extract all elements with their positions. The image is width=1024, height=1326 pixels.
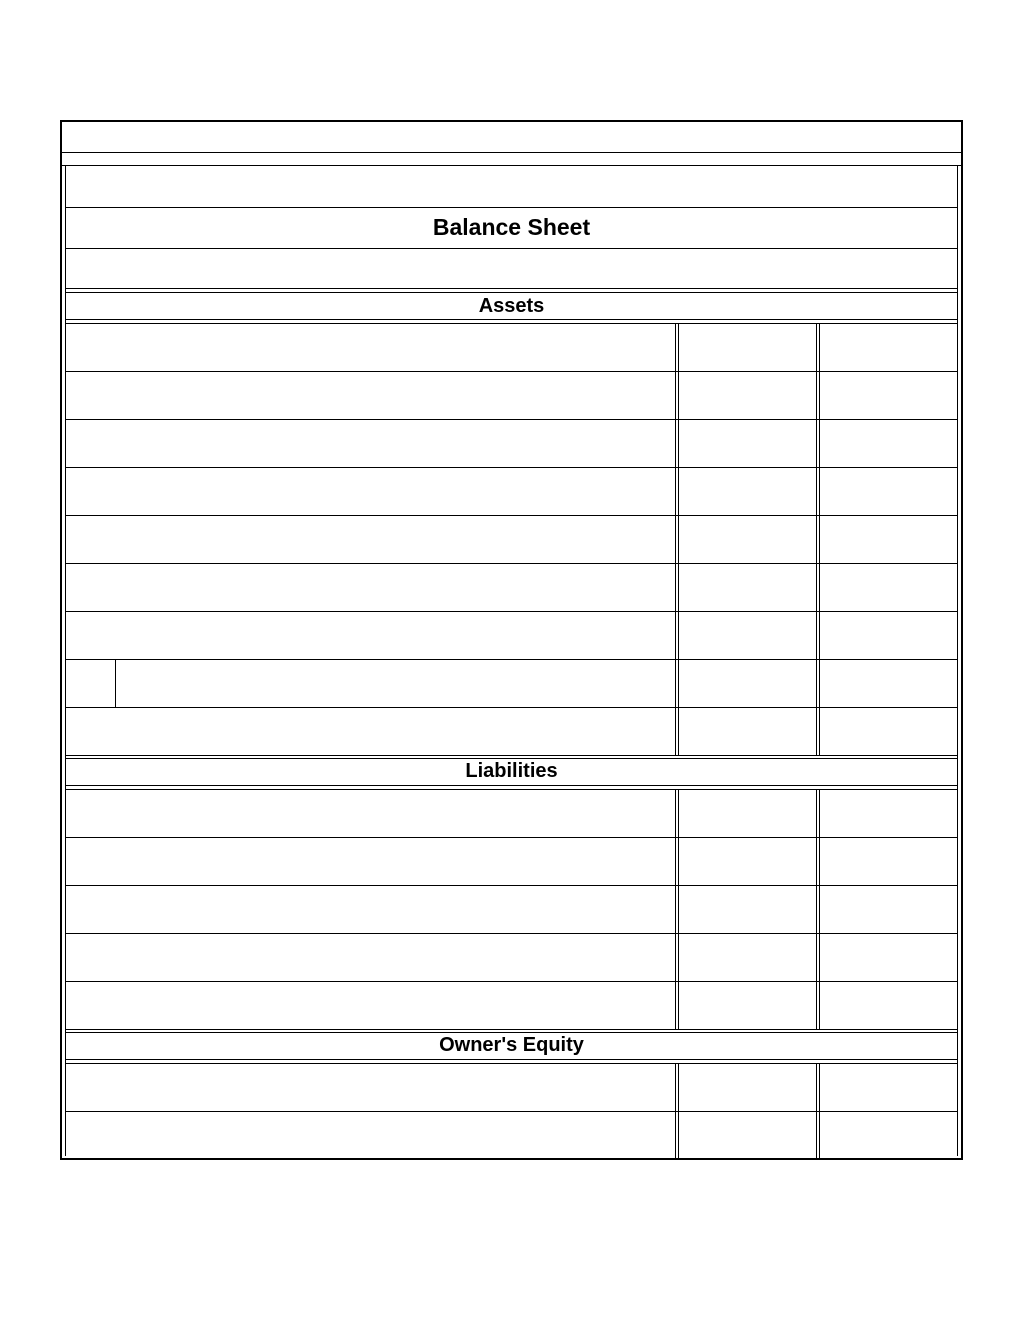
- assets-heading: Assets: [478, 295, 545, 317]
- table-row: [66, 419, 957, 420]
- column-divider: [678, 1063, 679, 1160]
- row-divider: [66, 755, 957, 756]
- column-divider: [819, 1063, 820, 1160]
- column-divider: [678, 789, 679, 1029]
- row-divider: [66, 207, 957, 208]
- table-row: [66, 371, 957, 372]
- table-row: [66, 837, 957, 838]
- column-divider: [816, 323, 817, 755]
- page-title: Balance Sheet: [432, 214, 591, 240]
- column-divider: [816, 1063, 817, 1160]
- column-divider: [678, 323, 679, 755]
- row-divider: [66, 758, 957, 759]
- table-row: [66, 467, 957, 468]
- form-body: [65, 166, 958, 1156]
- row-divider: [66, 1063, 957, 1064]
- table-row: [66, 1111, 957, 1112]
- row-divider: [66, 1029, 957, 1030]
- row-divider: [66, 319, 957, 320]
- balance-sheet-form: [60, 120, 963, 1160]
- header-divider: [62, 152, 961, 153]
- column-divider: [675, 789, 676, 1029]
- column-divider: [675, 1063, 676, 1160]
- table-row: [66, 659, 957, 660]
- column-divider: [819, 323, 820, 755]
- column-divider: [819, 789, 820, 1029]
- row-divider: [66, 1032, 957, 1033]
- indent-divider: [115, 659, 116, 707]
- table-row: [66, 707, 957, 708]
- row-divider: [66, 292, 957, 293]
- row-divider: [66, 785, 957, 786]
- table-row: [66, 515, 957, 516]
- table-row: [66, 981, 957, 982]
- row-divider: [66, 1059, 957, 1060]
- table-row: [66, 933, 957, 934]
- table-row: [66, 563, 957, 564]
- table-row: [66, 885, 957, 886]
- row-divider: [66, 789, 957, 790]
- column-divider: [816, 789, 817, 1029]
- equity-heading: Owner's Equity: [439, 1034, 584, 1056]
- row-divider: [66, 288, 957, 289]
- liabilities-heading: Liabilities: [465, 760, 558, 782]
- row-divider: [66, 248, 957, 249]
- column-divider: [675, 323, 676, 755]
- row-divider: [66, 323, 957, 324]
- table-row: [66, 611, 957, 612]
